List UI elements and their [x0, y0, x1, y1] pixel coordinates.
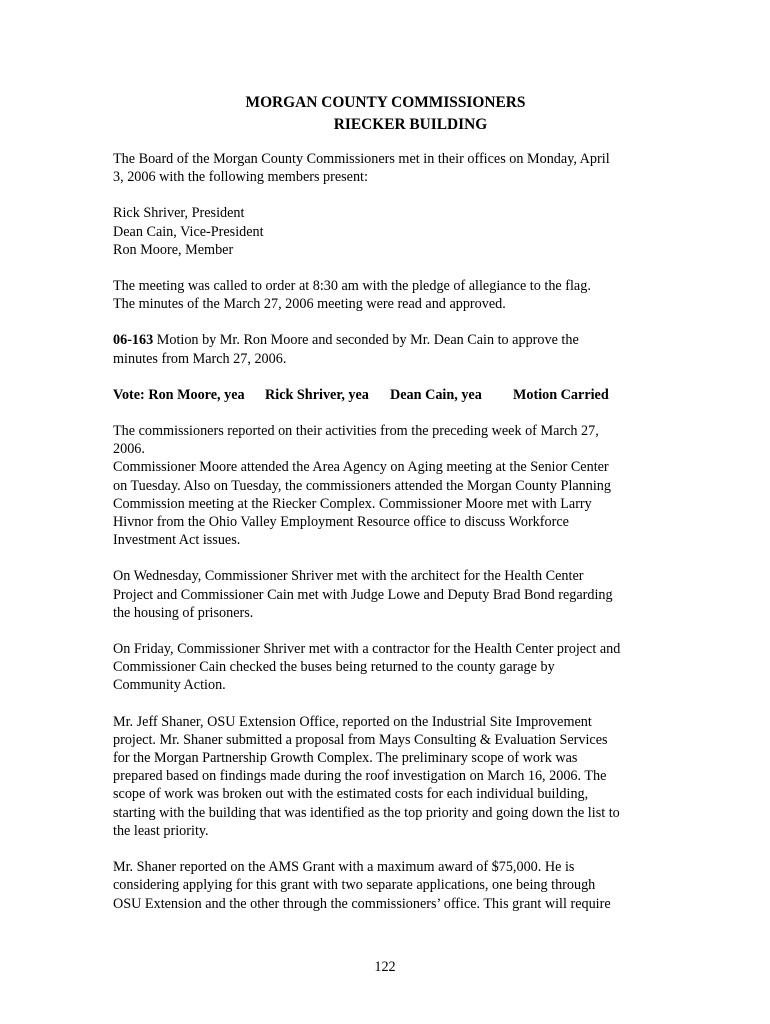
activities-line: Commissioner Moore attended the Area Agency on Aging meeting at the Senior Center [113, 459, 609, 476]
friday-line: Commissioner Cain checked the buses being returned to the county garage by [113, 659, 555, 676]
call-to-order-paragraph [113, 277, 658, 313]
shaner-report-line: for the Morgan Partnership Growth Complex. The preliminary scope of work was [113, 750, 578, 767]
member-member: Ron Moore, Member [113, 241, 234, 258]
vote-result: Motion Carried [513, 386, 609, 403]
title-line-1: MORGAN COUNTY COMMISSIONERS [245, 94, 526, 111]
members-list [113, 204, 658, 259]
activities-line: Investment Act issues. [113, 532, 241, 549]
wednesday-line: Project and Commissioner Cain met with Judge Lowe and Deputy Brad Bond regarding [113, 586, 613, 603]
ams-grant-line: OSU Extension and the other through the commissioners’ office. This grant will require [113, 895, 611, 912]
friday-line: On Friday, Commissioner Shriver met with a contractor for the Health Center project and [113, 641, 621, 658]
call-to-order-line-1: The meeting was called to order at 8:30 am with the pledge of allegiance to the flag. [113, 278, 591, 295]
intro-line-2: 3, 2006 with the following members present: [113, 169, 368, 186]
friday-paragraph [113, 640, 658, 695]
vote-line [113, 386, 658, 404]
shaner-report-line: starting with the building that was identified as the top priority and going down the list to [113, 804, 620, 821]
page-number: 122 [374, 959, 396, 975]
member-vice-president: Dean Cain, Vice-President [113, 223, 264, 240]
document-title [113, 92, 658, 136]
motion-line-1 [113, 331, 658, 349]
activities-line: 2006. [113, 441, 145, 458]
activities-line: on Tuesday. Also on Tuesday, the commissioners attended the Morgan County Planning [113, 477, 611, 494]
wednesday-paragraph [113, 567, 658, 622]
activities-line: Hivnor from the Ohio Valley Employment Resource office to discuss Workforce [113, 514, 569, 531]
wednesday-line: On Wednesday, Commissioner Shriver met with the architect for the Health Center [113, 568, 584, 585]
shaner-report-line: Mr. Jeff Shaner, OSU Extension Office, reported on the Industrial Site Improvement [113, 713, 592, 730]
motion-line-2: minutes from March 27, 2006. [113, 350, 287, 367]
ams-grant-paragraph [113, 858, 658, 913]
document-page [113, 92, 658, 931]
vote-moore: Vote: Ron Moore, yea [113, 386, 245, 403]
motion-paragraph [113, 331, 658, 367]
shaner-report-line: prepared based on findings made during the roof investigation on March 16, 2006. The [113, 768, 607, 785]
activities-line: The commissioners reported on their activities from the preceding week of March 27, [113, 423, 599, 440]
activities-line: Commission meeting at the Riecker Complex. Commissioner Moore met with Larry [113, 495, 592, 512]
ams-grant-line: considering applying for this grant with two separate applications, one being through [113, 877, 596, 894]
activities-paragraph [113, 422, 658, 549]
vote-shriver: Rick Shriver, yea [265, 386, 369, 403]
shaner-report-line: the least priority. [113, 822, 209, 839]
motion-id: 06-163 [113, 332, 154, 349]
friday-line: Community Action. [113, 677, 226, 694]
shaner-report-line: scope of work was broken out with the estimated costs for each individual building, [113, 786, 589, 803]
ams-grant-line: Mr. Shaner reported on the AMS Grant with a maximum award of $75,000. He is [113, 859, 575, 876]
intro-paragraph [113, 150, 658, 186]
shaner-report-line: project. Mr. Shaner submitted a proposal from Mays Consulting & Evaluation Services [113, 731, 608, 748]
call-to-order-line-2: The minutes of the March 27, 2006 meeting were read and approved. [113, 296, 506, 313]
motion-text: Motion by Mr. Ron Moore and seconded by Mr. Dean Cain to approve the [153, 332, 579, 349]
shaner-report-paragraph [113, 713, 658, 840]
title-line-2: RIECKER BUILDING [333, 116, 488, 133]
member-president: Rick Shriver, President [113, 205, 245, 222]
intro-line-1: The Board of the Morgan County Commissioners met in their offices on Monday, April [113, 151, 610, 167]
wednesday-line: the housing of prisoners. [113, 604, 254, 621]
vote-cain: Dean Cain, yea [390, 386, 482, 403]
